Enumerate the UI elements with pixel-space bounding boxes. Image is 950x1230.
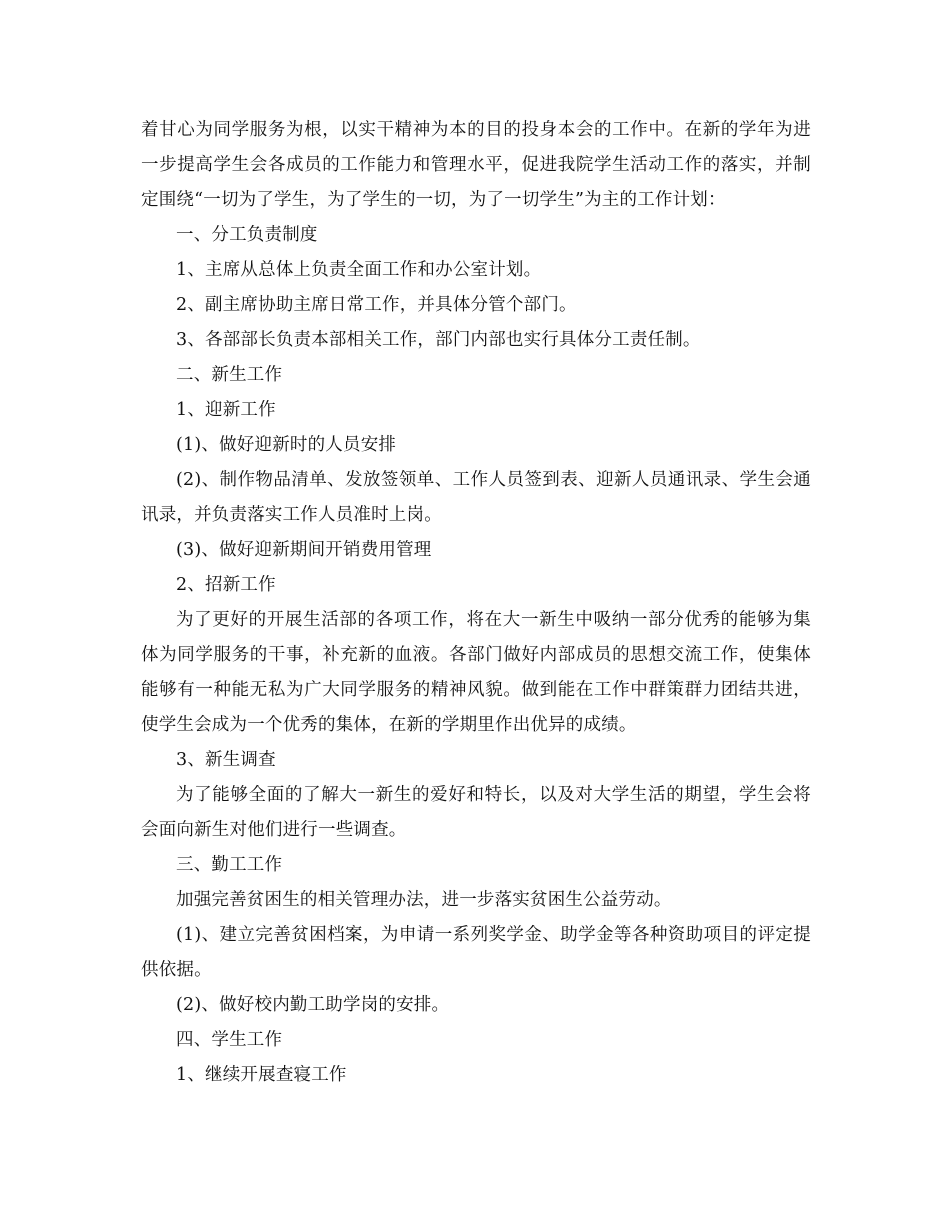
subheading-recruitment: 2、招新工作 <box>176 575 276 595</box>
subheading-freshman-survey: 3、新生调查 <box>176 750 276 770</box>
subheading-welcome-work: 1、迎新工作 <box>176 400 276 420</box>
list-item: (1)、建立完善贫困档案，为申请一系列奖学金、助学金等各种资助项目的评定提供依据。 <box>141 925 811 980</box>
list-item: (2)、制作物品清单、发放签领单、工作人员签到表、迎新人员通讯录、学生会通讯录，并负责落实工作人员准时上岗。 <box>141 470 811 525</box>
paragraph-intro: 着甘心为同学服务为根，以实干精神为本的目的投身本会的工作中。在新的学年为进一步提高学生会各成员的工作能力和管理水平，促进我院学生活动工作的落实，并制定围绕“一切为了学生，为了学生的一切，为了一切学生”为主的工作计划： <box>141 120 811 210</box>
paragraph-work-study: 加强完善贫困生的相关管理办法，进一步落实贫困生公益劳动。 <box>176 890 672 910</box>
list-item: (2)、做好校内勤工助学岗的安排。 <box>176 995 450 1015</box>
document-body <box>141 113 811 1093</box>
list-item: 1、主席从总体上负责全面工作和办公室计划。 <box>176 260 542 280</box>
section-heading-work-study: 三、勤工工作 <box>176 855 283 875</box>
section-heading-freshman-work: 二、新生工作 <box>176 365 283 385</box>
paragraph-survey: 为了能够全面的了解大一新生的爱好和特长，以及对大学生活的期望，学生会将会面向新生对他们进行一些调查。 <box>141 785 811 840</box>
list-item: 3、各部部长负责本部相关工作，部门内部也实行具体分工责任制。 <box>176 330 701 350</box>
list-item: (3)、做好迎新期间开销费用管理 <box>176 540 432 560</box>
list-item: 1、继续开展查寝工作 <box>176 1065 347 1085</box>
paragraph-recruitment: 为了更好的开展生活部的各项工作，将在大一新生中吸纳一部分优秀的能够为集体为同学服务的干事，补充新的血液。各部门做好内部成员的思想交流工作，使集体能够有一种能无私为广大同学服务的精神风貌。做到能在工作中群策群力团结共进，使学生会成为一个优秀的集体，在新的学期里作出优异的成绩。 <box>141 610 811 735</box>
list-item: 2、副主席协助主席日常工作，并具体分管个部门。 <box>176 295 577 315</box>
list-item: (1)、做好迎新时的人员安排 <box>176 435 397 455</box>
section-heading-student-work: 四、学生工作 <box>176 1030 283 1050</box>
section-heading-division-of-responsibility: 一、分工负责制度 <box>176 225 318 245</box>
